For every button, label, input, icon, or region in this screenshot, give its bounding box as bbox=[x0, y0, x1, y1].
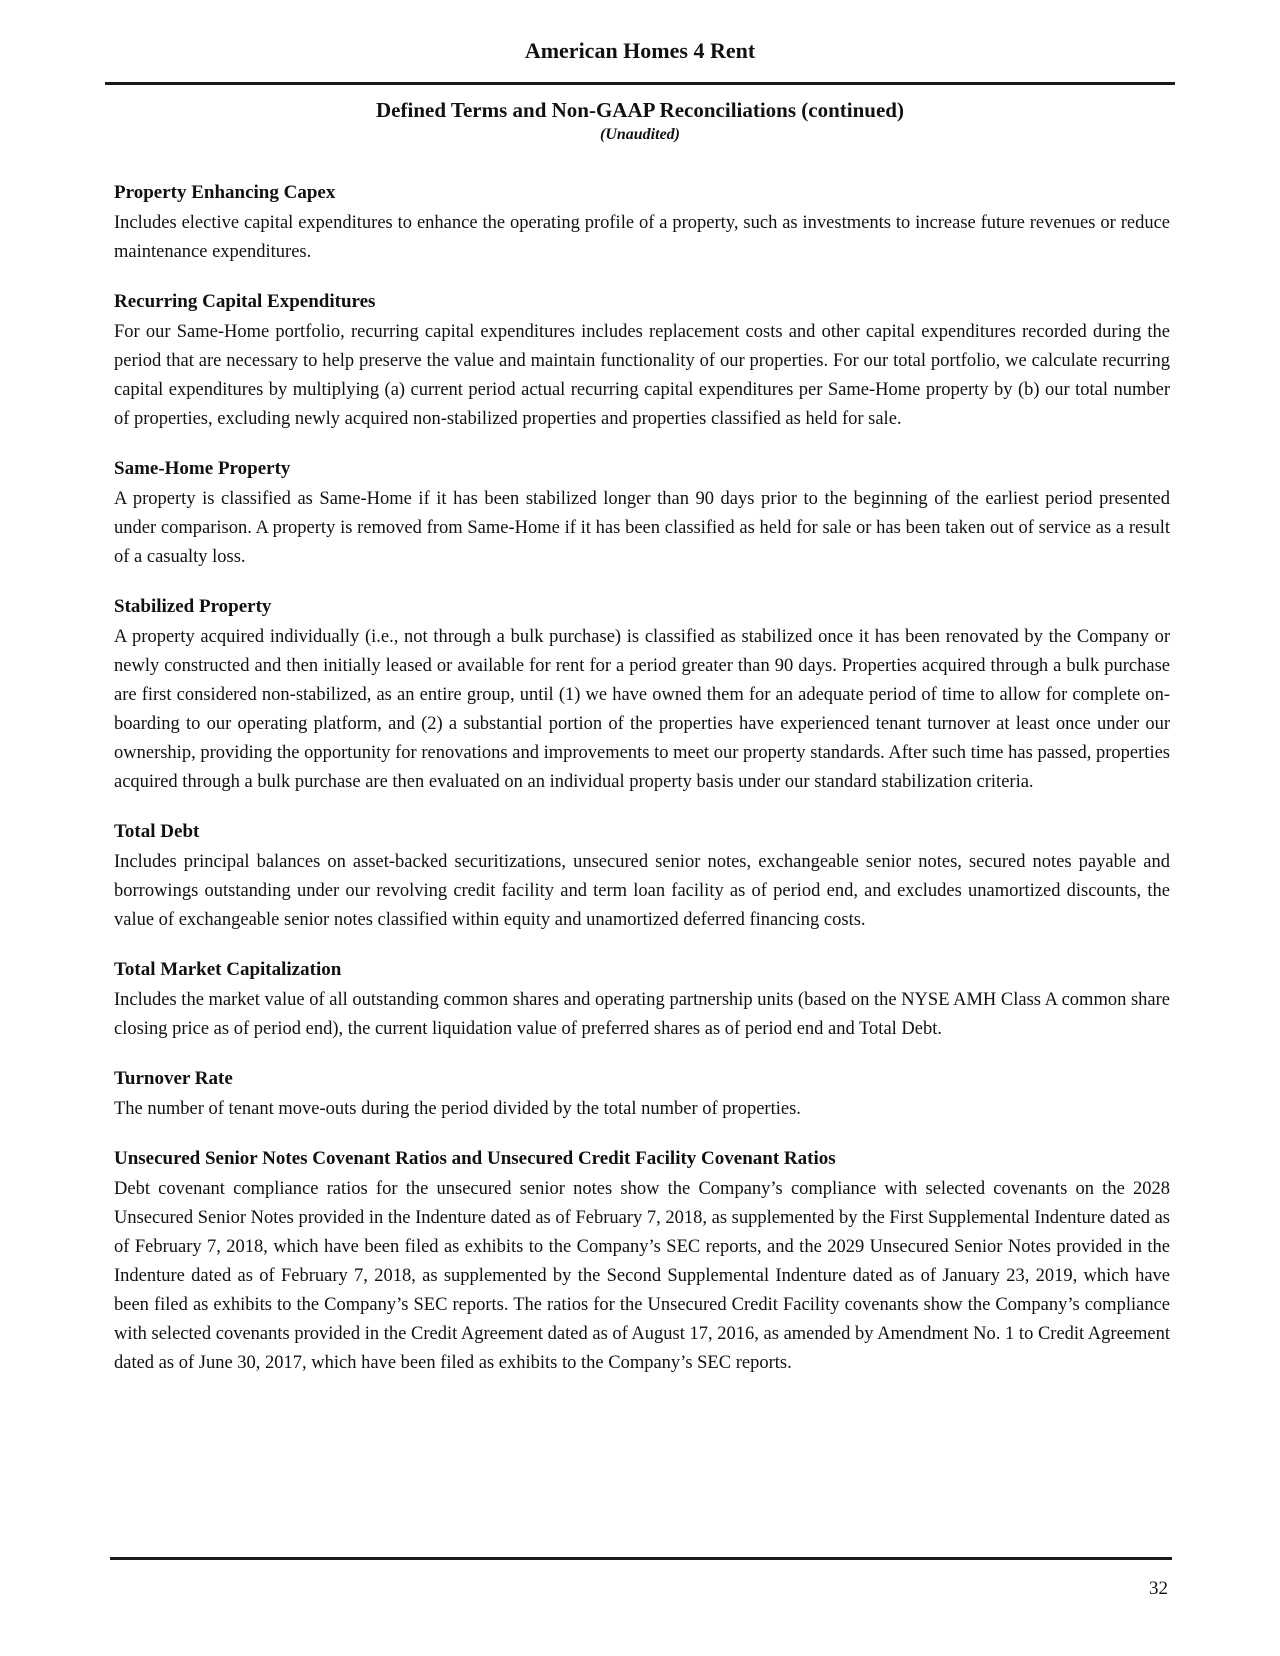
term-heading: Turnover Rate bbox=[114, 1068, 233, 1089]
definition-section bbox=[114, 1146, 1170, 1378]
term-heading: Property Enhancing Capex bbox=[114, 182, 336, 203]
term-heading: Recurring Capital Expenditures bbox=[114, 291, 376, 312]
definitions-list bbox=[114, 180, 1170, 1400]
definition-section bbox=[114, 180, 1170, 267]
page-subtitle: Defined Terms and Non-GAAP Reconciliations (continued) bbox=[376, 98, 904, 122]
unaudited-note: (Unaudited) bbox=[600, 126, 680, 143]
term-heading: Total Market Capitalization bbox=[114, 959, 342, 980]
term-heading: Unsecured Senior Notes Covenant Ratios and Unsecured Credit Facility Covenant Ratios bbox=[114, 1148, 836, 1169]
term-definition: Includes principal balances on asset-backed securitizations, unsecured senior notes, exchangeable senior notes, secured notes payable and borrowings outstanding under our revolving credit facility and term loan facility as of period end, and excludes unamortized discounts, the value of exchangeable senior notes classified within equity and unamortized deferred financing costs. bbox=[114, 852, 1170, 930]
term-definition: Debt covenant compliance ratios for the unsecured senior notes show the Company’s compliance with selected covenants on the 2028 Unsecured Senior Notes provided in the Indenture dated as of February 7, 2018, as supplemented by the First Supplemental Indenture dated as of February 7, 2018, which have been filed as exhibits to the Company’s SEC reports, and the 2029 Unsecured Senior Notes provided in the Indenture dated as of February 7, 2018, as supplemented by the Second Supplemental Indenture dated as of January 23, 2019, which have been filed as exhibits to the Company’s SEC reports. The ratios for the Unsecured Credit Facility covenants show the Company’s compliance with selected covenants provided in the Credit Agreement dated as of August 17, 2016, as amended by Amendment No. 1 to Credit Agreement dated as of June 30, 2017, which have been filed as exhibits to the Company’s SEC reports. bbox=[114, 1179, 1170, 1373]
definition-section bbox=[114, 594, 1170, 797]
term-heading: Same-Home Property bbox=[114, 458, 291, 479]
definition-section bbox=[114, 819, 1170, 935]
definition-section bbox=[114, 957, 1170, 1044]
term-definition: For our Same-Home portfolio, recurring capital expenditures includes replacement costs and other capital expenditures recorded during the period that are necessary to help preserve the value and maintain functionality of our properties. For our total portfolio, we calculate recurring capital expenditures by multiplying (a) current period actual recurring capital expenditures per Same-Home property by (b) our total number of properties, excluding newly acquired non-stabilized properties and properties classified as held for sale. bbox=[114, 322, 1170, 429]
company-name: American Homes 4 Rent bbox=[524, 38, 756, 63]
term-heading: Total Debt bbox=[114, 821, 200, 842]
page-number: 32 bbox=[1149, 1578, 1168, 1599]
footer-divider bbox=[110, 1557, 1172, 1560]
term-definition: Includes the market value of all outstanding common shares and operating partnership units (based on the NYSE AMH Class A common share closing price as of period end), the current liquidation value of preferred shares as of period end and Total Debt. bbox=[114, 990, 1170, 1039]
definition-section bbox=[114, 456, 1170, 572]
definition-section bbox=[114, 289, 1170, 434]
term-heading: Stabilized Property bbox=[114, 596, 272, 617]
header-divider bbox=[105, 82, 1175, 85]
term-definition: A property is classified as Same-Home if it has been stabilized longer than 90 days prior to the beginning of the earliest period presented under comparison. A property is removed from Same-Home if it has been classified as held for sale or has been taken out of service as a result of a casualty loss. bbox=[114, 489, 1170, 567]
term-definition: Includes elective capital expenditures to enhance the operating profile of a property, such as investments to increase future revenues or reduce maintenance expenditures. bbox=[114, 213, 1170, 262]
term-definition: The number of tenant move-outs during the period divided by the total number of properties. bbox=[114, 1099, 801, 1119]
definition-section bbox=[114, 1066, 1170, 1124]
term-definition: A property acquired individually (i.e., not through a bulk purchase) is classified as stabilized once it has been renovated by the Company or newly constructed and then initially leased or available for rent for a period greater than 90 days. Properties acquired through a bulk purchase are first considered non-stabilized, as an entire group, until (1) we have owned them for an adequate period of time to allow for complete on-boarding to our operating platform, and (2) a substantial portion of the properties have experienced tenant turnover at least once under our ownership, providing the opportunity for renovations and improvements to meet our property standards. After such time has passed, properties acquired through a bulk purchase are then evaluated on an individual property basis under our standard stabilization criteria. bbox=[114, 627, 1170, 792]
